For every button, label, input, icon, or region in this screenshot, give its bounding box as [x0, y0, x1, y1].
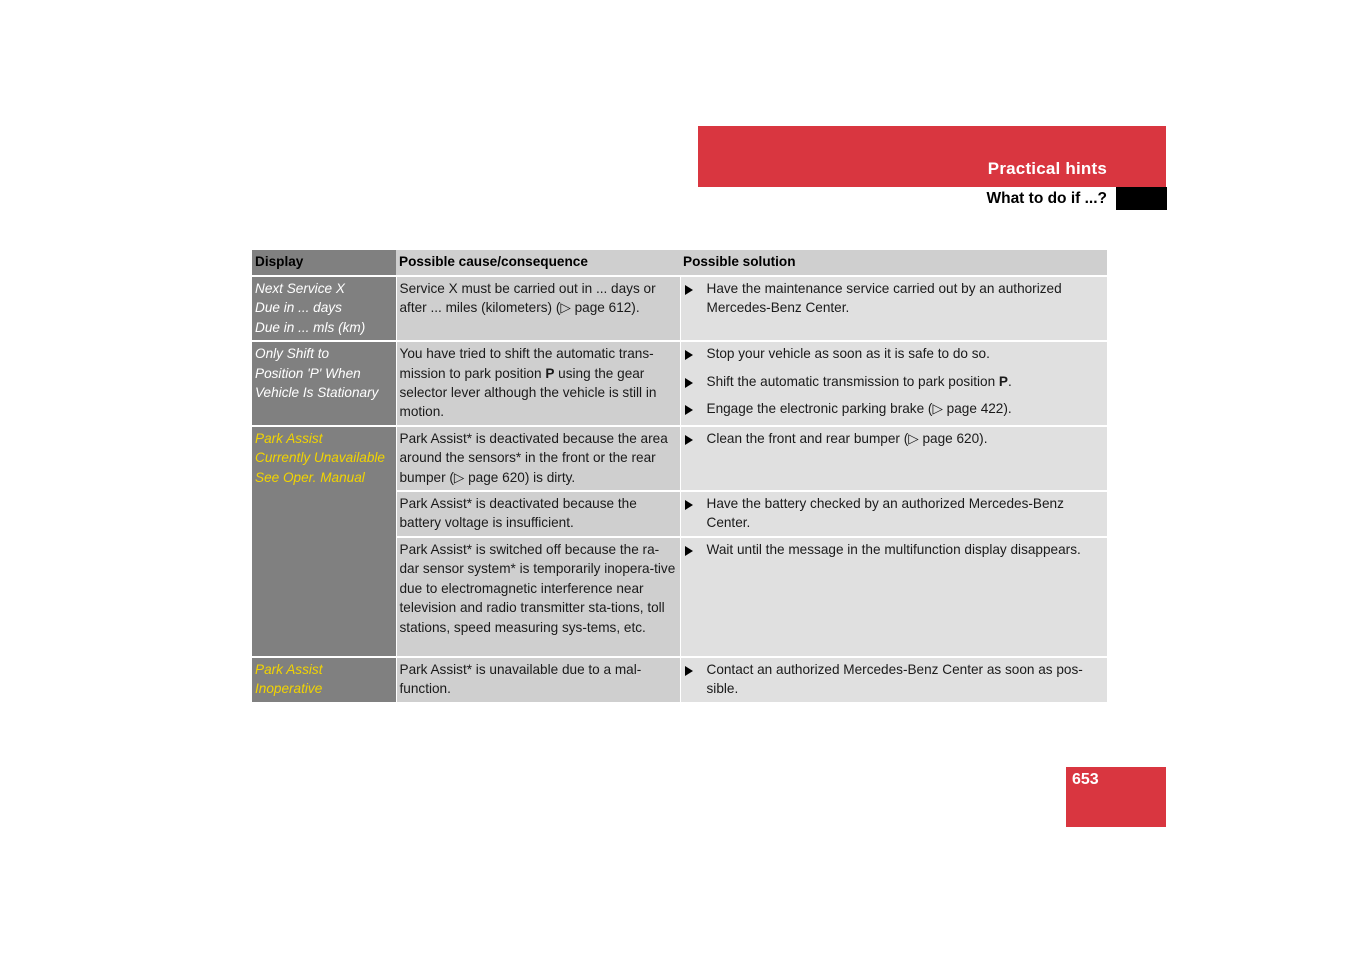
display-line: Due in ... days — [255, 300, 342, 316]
solution-cell — [680, 537, 1107, 657]
display-message — [252, 341, 396, 426]
display-message — [252, 657, 396, 702]
page-number: 653 — [1072, 771, 1099, 788]
solution-cell — [680, 341, 1107, 426]
triangle-bullet-icon — [685, 546, 693, 556]
solution-cell — [680, 657, 1107, 702]
triangle-bullet-icon — [685, 378, 693, 388]
cause-cell: Park Assist* is deactivated because the area around the sensors* in the front or the rear bumper (▷ page 620) is dirty. — [396, 426, 680, 491]
solution-cell — [680, 276, 1107, 341]
solution-step: Engage the electronic parking brake (▷ page 422). — [684, 399, 1105, 418]
triangle-bullet-icon — [685, 435, 693, 445]
solution-step: Stop your vehicle as soon as it is safe to do so. — [684, 344, 1105, 363]
subsection-title: What to do if ...? — [986, 190, 1107, 207]
triangle-bullet-icon — [685, 285, 693, 295]
display-line: Inoperative — [255, 681, 323, 697]
solution-cell — [680, 491, 1107, 537]
header-display: Display — [252, 250, 396, 276]
cause-cell: You have tried to shift the automatic trans-mission to park position P using the gear selector lever although the vehicle is still in motion. — [396, 341, 680, 426]
header-cause: Possible cause/consequence — [396, 250, 680, 276]
display-line: Due in ... mls (km) — [255, 319, 366, 335]
display-line: Currently Unavailable — [255, 450, 385, 466]
header-solution: Possible solution — [680, 250, 1107, 276]
solution-step: Wait until the message in the multifunction display disappears. — [684, 540, 1105, 559]
cause-cell: Park Assist* is unavailable due to a mal-function. — [396, 657, 680, 702]
chapter-tab-marker — [1116, 187, 1167, 210]
display-line: Park Assist — [255, 661, 323, 677]
table-row — [252, 341, 1107, 426]
cause-cell: Park Assist* is deactivated because the battery voltage is insufficient. — [396, 491, 680, 537]
cause-cell: Service X must be carried out in ... days or after ... miles (kilometers) (▷ page 612). — [396, 276, 680, 341]
display-message — [252, 276, 396, 341]
display-line: Only Shift to — [255, 346, 330, 362]
triangle-bullet-icon — [685, 405, 693, 415]
display-line: Position 'P' When — [255, 365, 361, 381]
solution-step: Clean the front and rear bumper (▷ page 620). — [684, 429, 1105, 448]
solution-step: Contact an authorized Mercedes-Benz Center as soon as pos-sible. — [684, 660, 1105, 699]
solution-step: Shift the automatic transmission to park position P. — [684, 372, 1105, 391]
cause-cell: Park Assist* is switched off because the ra-dar sensor system* is temporarily inopera-tive due to electromagnetic interference near television and radio transmitter sta-tions, toll stations, speed measuring sys-tems, etc. — [396, 537, 680, 657]
solution-step: Have the maintenance service carried out by an authorized Mercedes-Benz Center. — [684, 279, 1105, 318]
solution-step: Have the battery checked by an authorized Mercedes-Benz Center. — [684, 494, 1105, 533]
display-line: Park Assist — [255, 430, 323, 446]
display-line: Next Service X — [255, 281, 345, 296]
triangle-bullet-icon — [685, 350, 693, 360]
triangle-bullet-icon — [685, 666, 693, 676]
triangle-bullet-icon — [685, 500, 693, 510]
display-line: Vehicle Is Stationary — [255, 385, 379, 401]
section-title: Practical hints — [987, 159, 1107, 178]
display-line: See Oper. Manual — [255, 469, 365, 485]
hints-table — [252, 250, 1107, 702]
table-header-row — [252, 250, 1107, 276]
solution-cell — [680, 426, 1107, 491]
table-row — [252, 657, 1107, 702]
display-message — [252, 426, 396, 657]
table-row — [252, 276, 1107, 341]
table-row — [252, 426, 1107, 491]
